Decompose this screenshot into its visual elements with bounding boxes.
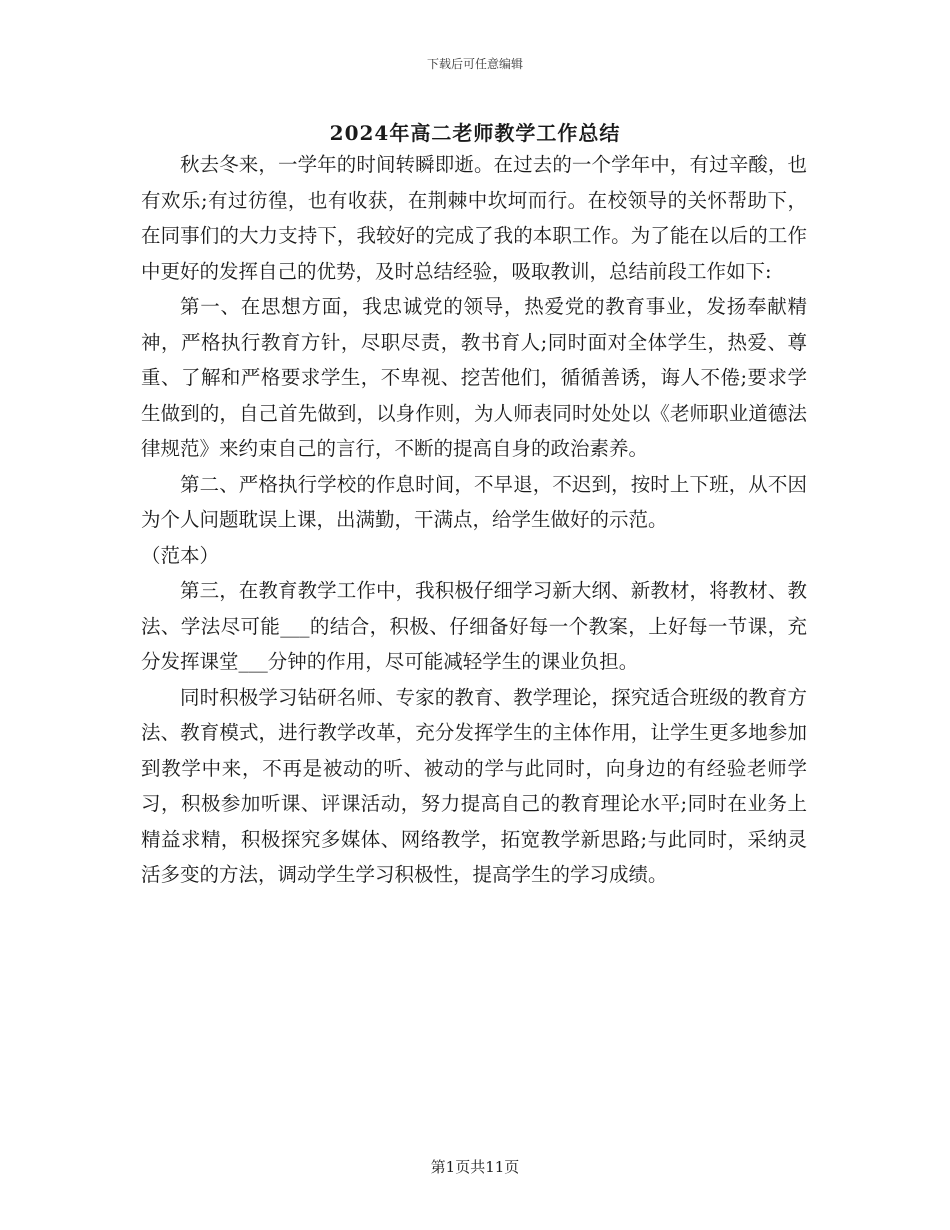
- page-header: 下载后可任意编辑: [426, 57, 523, 71]
- paragraph-third: 第三，在教育教学工作中，我积极仔细学习新大纲、新教材，将教材、教法、学法尽可能___的结合，积极、仔细备好每一个教案，上好每一节课，充分发挥课堂___分钟的作用，尽可能减轻学生的课业负担。: [141, 579, 807, 673]
- page-footer: 第1页共11页: [430, 1158, 520, 1176]
- paragraph-first: 第一、在思想方面，我忠诚党的领导，热爱党的教育事业，发扬奉献精神，严格执行教育方针，尽职尽责，教书育人;同时面对全体学生，热爱、尊重、了解和严格要求学生，不卑视、挖苦他们，循循善诱，诲人不倦;要求学生做到的，自己首先做到，以身作则，为人师表同时处处以《老师职业道德法律规范》来约束自己的言行，不断的提高自身的政治素养。: [141, 295, 807, 460]
- document-title: 2024年高二老师教学工作总结: [329, 121, 621, 145]
- document-body: [141, 147, 807, 893]
- paragraph-fourth: 同时积极学习钻研名师、专家的教育、教学理论，探究适合班级的教育方法、教育模式，进行教学改革，充分发挥学生的主体作用，让学生更多地参加到教学中来，不再是被动的听、被动的学与此同时，向身边的有经验老师学习，积极参加听课、评课活动，努力提高自己的教育理论水平;同时在业务上精益求精，积极探究多媒体、网络教学，拓宽教学新思路;与此同时，采纳灵活多变的方法，调动学生学习积极性，提高学生的学习成绩。: [141, 685, 807, 886]
- paragraph-second: 第二、严格执行学校的作息时间，不早退，不迟到，按时上下班，从不因为个人问题耽误上课，出满勤，干满点，给学生做好的示范。: [141, 472, 807, 531]
- paragraph-intro: 秋去冬来，一学年的时间转瞬即逝。在过去的一个学年中，有过辛酸，也有欢乐;有过彷徨，也有收获，在荆棘中坎坷而行。在校领导的关怀帮助下，在同事们的大力支持下，我较好的完成了我的本职工作。为了能在以后的工作中更好的发挥自己的优势，及时总结经验，吸取教训，总结前段工作如下:: [141, 153, 807, 283]
- paragraph-sample-note: （范本）: [141, 543, 220, 567]
